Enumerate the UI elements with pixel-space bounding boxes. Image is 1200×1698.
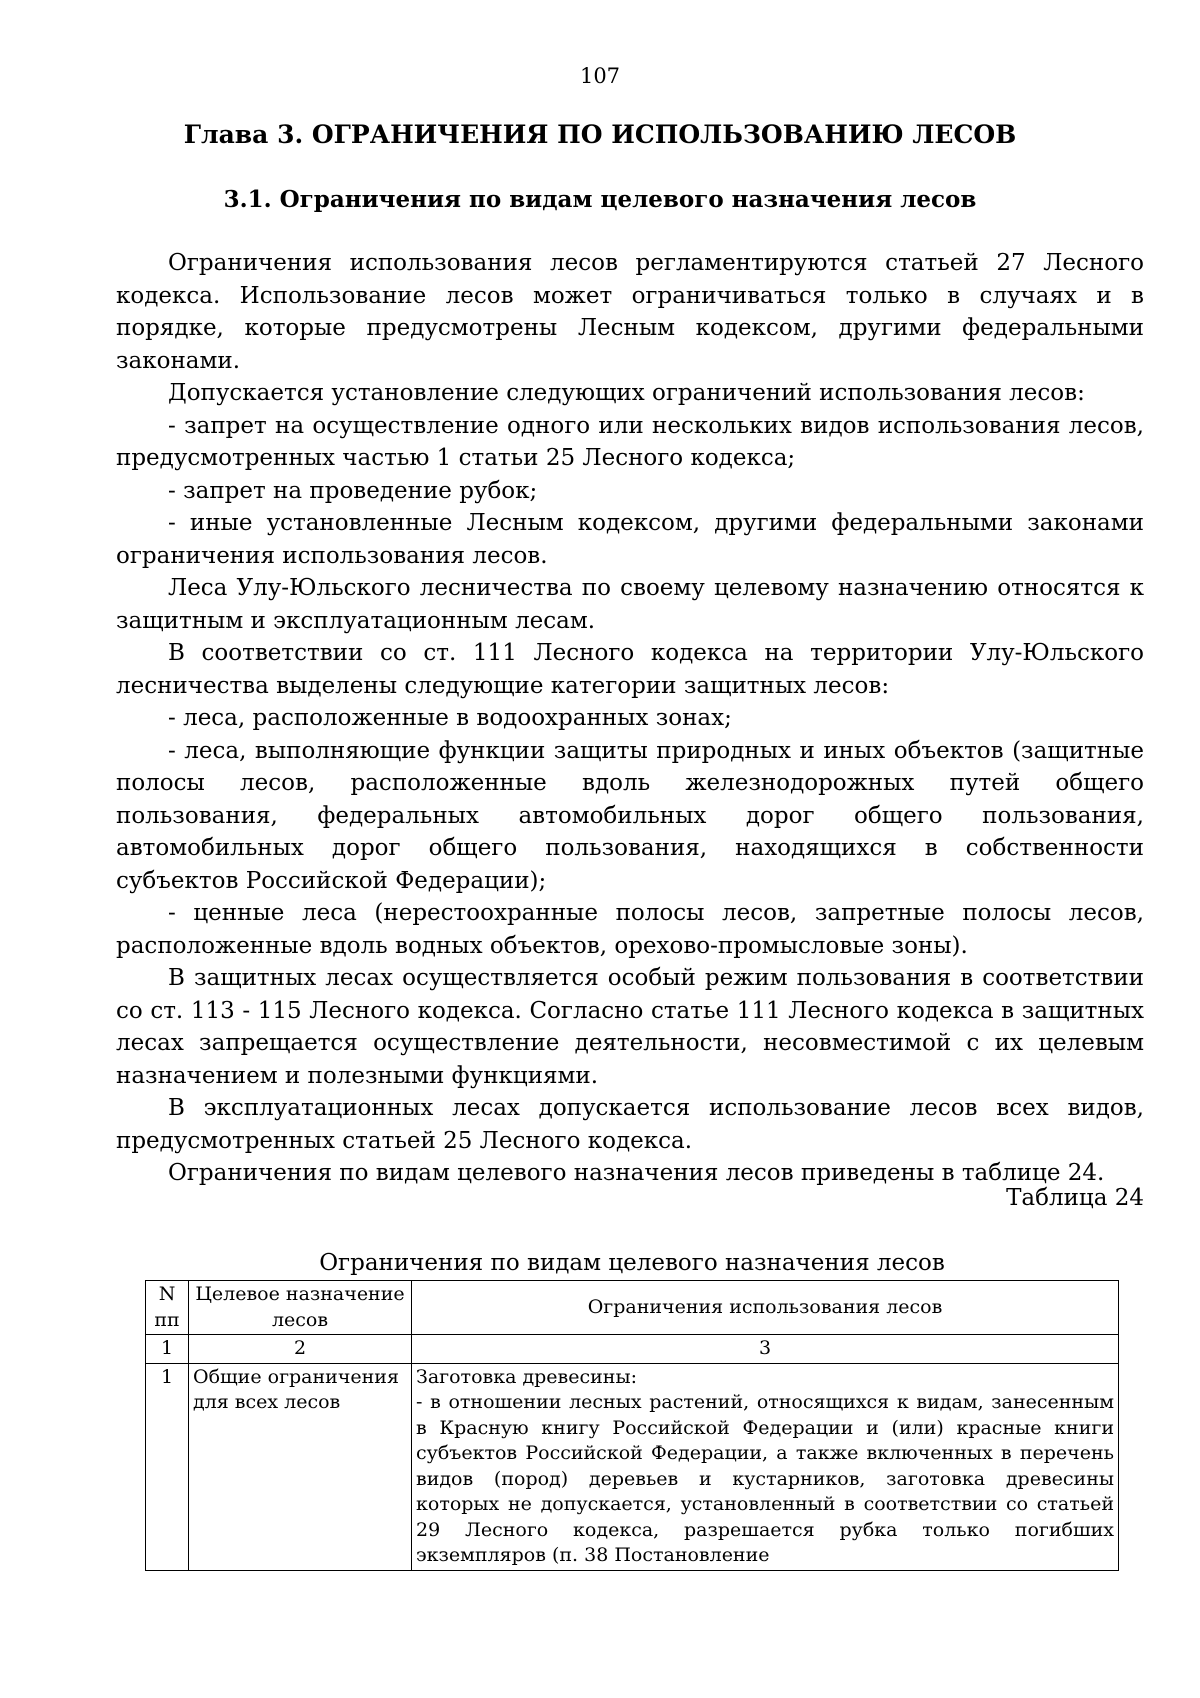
column-number: 1 bbox=[146, 1335, 189, 1364]
header-purpose: Целевое назначение лесов bbox=[189, 1281, 412, 1335]
table-row bbox=[146, 1363, 1119, 1570]
list-item: - леса, расположенные в водоохранных зонах; bbox=[168, 705, 732, 731]
table-header-row bbox=[146, 1281, 1119, 1335]
paragraph: Ограничения по видам целевого назначения лесов приведены в таблице 24. bbox=[168, 1160, 1105, 1186]
chapter-title: Глава 3. ОГРАНИЧЕНИЯ ПО ИСПОЛЬЗОВАНИЮ ЛЕСОВ bbox=[183, 120, 1017, 149]
restrictions-table bbox=[145, 1280, 1119, 1571]
table-title: Ограничения по видам целевого назначения лесов bbox=[319, 1250, 945, 1276]
list-item: - иные установленные Лесным кодексом, другими федеральными законами ограничения использования лесов. bbox=[116, 510, 1144, 569]
header-number: N пп bbox=[146, 1281, 189, 1335]
page-number: 107 bbox=[579, 64, 621, 88]
restriction-text: - в отношении лесных растений, относящихся к видам, занесенным в Красную книгу Российской Федерации и (или) красные книги субъектов Российской Федерации, а также включенных в перечень видов (пород) деревьев и кустарников, заготовка древесины которых не допускается, установленный в соответствии со статьей 29 Лесного кодекса, разрешается рубка только погибших экземпляров (п. 38 Постановление bbox=[416, 1391, 1114, 1566]
row-number: 1 bbox=[146, 1363, 189, 1570]
column-number-row bbox=[146, 1335, 1119, 1364]
column-number: 3 bbox=[412, 1335, 1119, 1364]
restriction-heading: Заготовка древесины: bbox=[416, 1365, 637, 1388]
paragraph: Ограничения использования лесов регламентируются статьей 27 Лесного кодекса. Использование лесов может ограничиваться только в случаях и в порядке, которые предусмотрены Лесным кодексом, другими федеральными законами. bbox=[116, 250, 1144, 374]
paragraph: В эксплуатационных лесах допускается использование лесов всех видов, предусмотренных статьей 25 Лесного кодекса. bbox=[116, 1095, 1144, 1154]
table-caption: Таблица 24 bbox=[1006, 1185, 1144, 1211]
column-number: 2 bbox=[189, 1335, 412, 1364]
list-item: - ценные леса (нерестоохранные полосы лесов, запретные полосы лесов, расположенные вдоль водных объектов, орехово-промысловые зоны). bbox=[116, 900, 1144, 959]
section-title: 3.1. Ограничения по видам целевого назначения лесов bbox=[223, 186, 977, 213]
row-purpose: Общие ограничения для всех лесов bbox=[189, 1363, 412, 1570]
paragraph: В защитных лесах осуществляется особый режим пользования в соответствии со ст. 113 - 115 Лесного кодекса. Согласно статье 111 Лесного кодекса в защитных лесах запрещается осуществление деятельности, несовместимой с их целевым назначением и полезными функциями. bbox=[116, 965, 1144, 1089]
header-restrictions: Ограничения использования лесов bbox=[412, 1281, 1119, 1335]
paragraph: Леса Улу-Юльского лесничества по своему целевому назначению относятся к защитным и эксплуатационным лесам. bbox=[116, 575, 1144, 634]
list-item: - запрет на проведение рубок; bbox=[168, 477, 538, 504]
row-restrictions bbox=[412, 1363, 1119, 1570]
body-text bbox=[116, 247, 1144, 1190]
list-item: - леса, выполняющие функции защиты природных и иных объектов (защитные полосы лесов, расположенные вдоль железнодорожных путей общего пользования, федеральных автомобильных дорог общего пользования, автомобильных дорог общего пользования, находящихся в собственности субъектов Российской Федерации); bbox=[116, 737, 1144, 894]
paragraph: В соответствии со ст. 111 Лесного кодекса на территории Улу-Юльского лесничества выделены следующие категории защитных лесов: bbox=[116, 640, 1144, 699]
paragraph: Допускается установление следующих ограничений использования лесов: bbox=[168, 380, 1085, 406]
list-item: - запрет на осуществление одного или нескольких видов использования лесов, предусмотренных частью 1 статьи 25 Лесного кодекса; bbox=[116, 412, 1144, 471]
